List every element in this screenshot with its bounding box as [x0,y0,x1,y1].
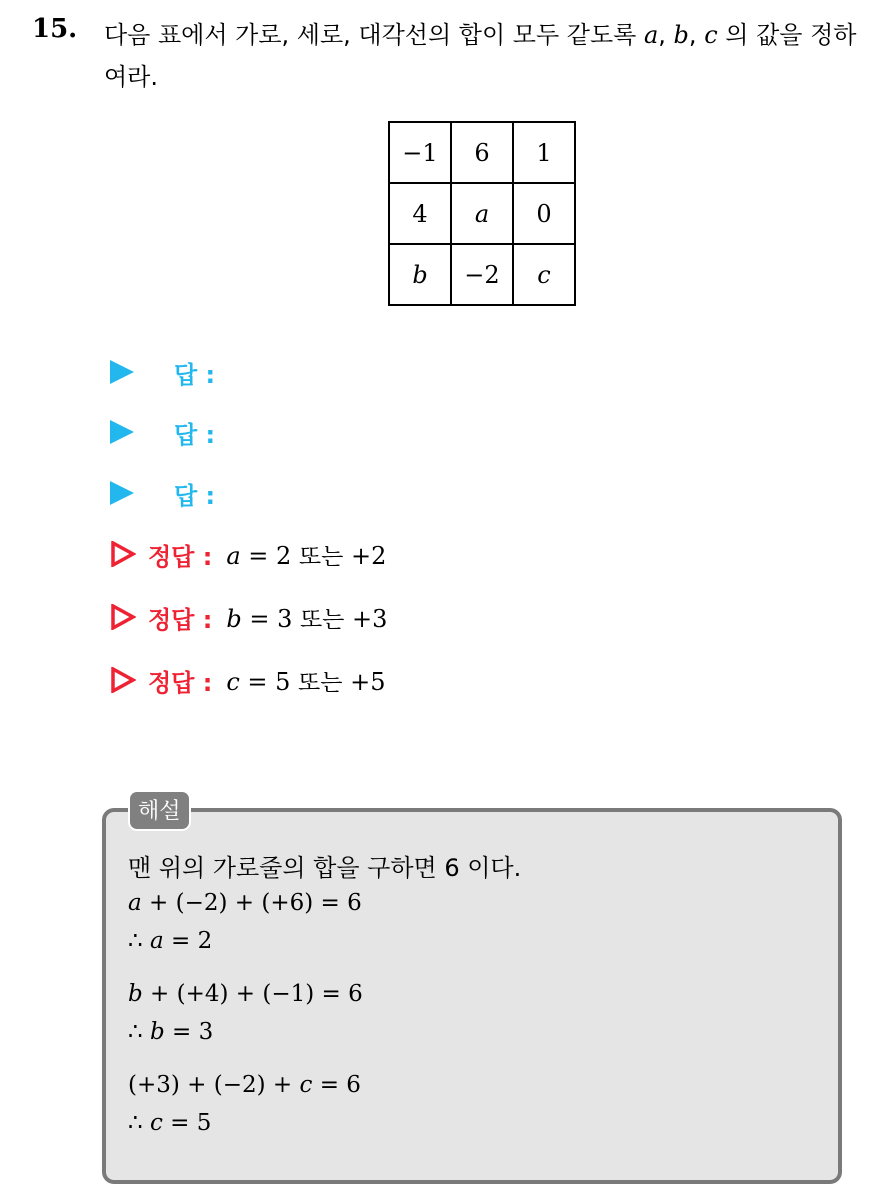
outline-triangle-icon [110,604,136,630]
separator: , [658,21,674,49]
answer-variable: b [226,604,242,633]
answer-label: 답 : [174,481,216,510]
solution-line [128,890,362,916]
solution-line [128,1110,211,1136]
answer-alt: +3 [344,604,388,633]
question-text [104,14,874,98]
var-b: b [673,21,689,49]
correct-answer-row [110,537,386,571]
solution-line-post: + (−2) + (+6) = 6 [141,890,362,916]
table-cell: b [389,244,451,305]
solution-line-pre: ∴ [128,1019,150,1045]
table-cell: −2 [451,244,513,305]
solution-line-post: = 6 [312,1072,361,1098]
outline-triangle-icon [110,667,136,693]
solution-line-var: a [149,928,164,954]
answer-or-word: 또는 [298,669,343,696]
solution-line-var: c [299,1072,313,1098]
answer-variable: c [226,667,240,696]
correct-answer-row [110,600,387,634]
question-text-part1: 다음 표에서 가로, 세로, 대각선의 합이 모두 같도록 [104,21,644,49]
question-number: 15. [32,14,78,44]
answer-row[interactable] [110,415,215,449]
solution-line-post: = 5 [162,1110,212,1136]
solution-line [128,928,212,954]
solution-line-pre: ∴ [128,1110,150,1136]
solution-line-var: a [128,890,142,916]
correct-answer-label: 정답 : [148,605,213,634]
solution-line [128,1019,213,1045]
correct-answer-value [226,538,386,571]
play-triangle-icon [110,420,134,444]
solution-intro: 맨 위의 가로줄의 합을 구하면 6 이다. [128,854,522,882]
var-c: c [704,21,718,49]
outline-triangle-icon [110,541,136,567]
correct-answer-row [110,663,386,697]
table-cell: 1 [513,122,575,183]
answer-row[interactable] [110,476,215,510]
solution-line-post: = 3 [164,1019,214,1045]
table-cell: 0 [513,183,575,244]
table-cell: 6 [451,122,513,183]
solution-line [128,1072,361,1098]
answer-or-word: 또는 [299,606,345,633]
var-a: a [643,21,659,49]
solution-line-var: b [128,981,143,1007]
solution-line-var: c [149,1110,163,1136]
table-row [389,122,575,183]
solution-line-pre: (+3) + (−2) + [128,1072,300,1098]
question-text-part2: 의 값을 정하여라. [104,21,857,91]
separator: , [688,21,705,49]
table-row [389,244,575,305]
magic-square-table [388,121,576,306]
table-cell: c [513,244,575,305]
table-cell: −1 [389,122,451,183]
answer-alt: +2 [343,541,387,570]
answer-label: 답 : [174,360,216,389]
answer-label: 답 : [174,420,216,449]
answer-row[interactable] [110,355,215,389]
solution-line-post: + (+4) + (−1) = 6 [142,981,363,1007]
solution-line-var: b [149,1019,165,1045]
correct-answer-label: 정답 : [148,668,213,697]
answer-equation: = 3 [241,604,300,633]
solution-line-pre: ∴ [128,928,150,954]
answer-equation: = 2 [240,541,299,570]
table-row [389,183,575,244]
correct-answer-value [226,664,385,697]
answer-variable: a [226,541,241,570]
table-cell: a [451,183,513,244]
play-triangle-icon [110,481,134,505]
table-cell: 4 [389,183,451,244]
solution-tag: 해설 [128,790,191,831]
correct-answer-label: 정답 : [148,542,213,571]
correct-answer-value [226,601,387,634]
solution-line-post: = 2 [163,928,213,954]
answer-alt: +5 [342,667,386,696]
answer-or-word: 또는 [298,543,344,570]
solution-line [128,981,363,1007]
answer-equation: = 5 [239,667,299,696]
play-triangle-icon [110,360,134,384]
